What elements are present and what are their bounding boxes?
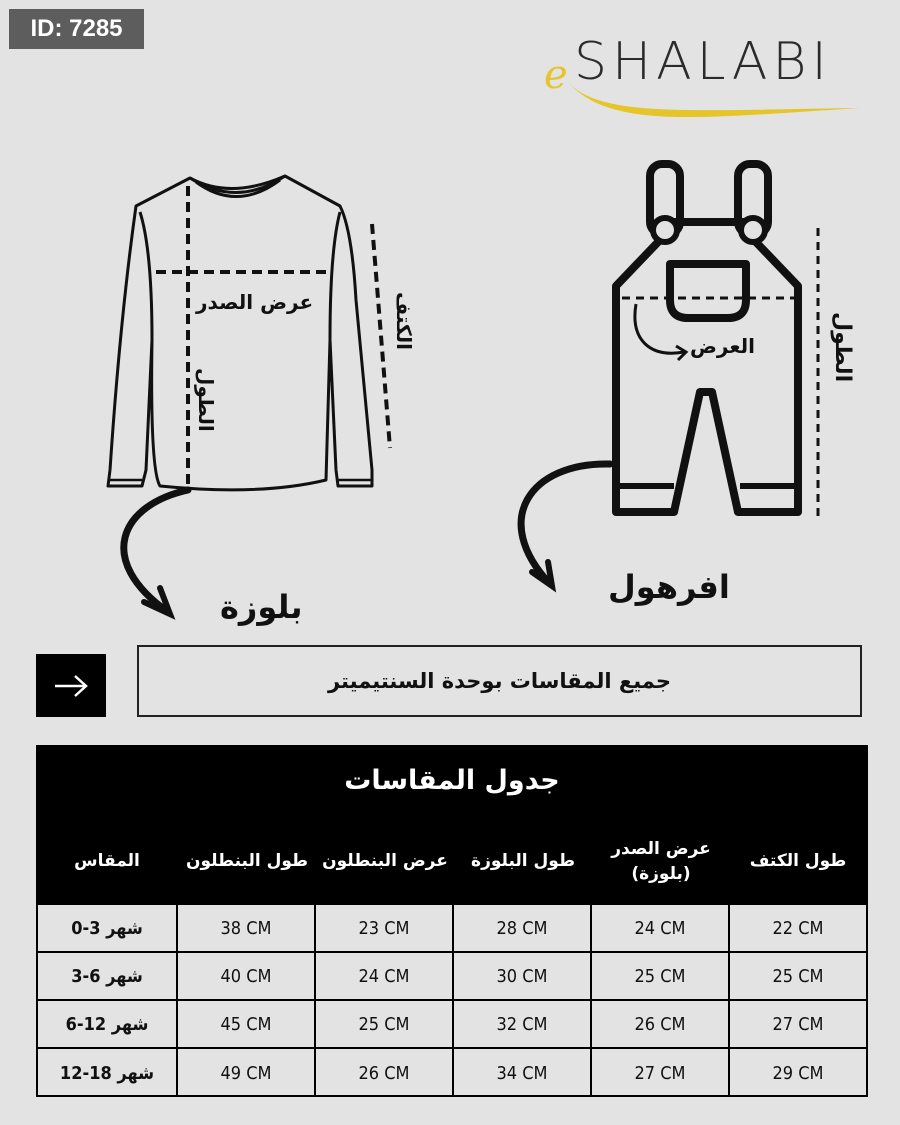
right-arrow-icon <box>51 671 91 701</box>
cell-shoulder-length: 22 CM <box>730 905 866 953</box>
cell-chest-width: 24 CM <box>592 905 730 953</box>
cell-pants-width: 25 CM <box>316 1001 454 1049</box>
cell-chest-width: 25 CM <box>592 953 730 1001</box>
col-header-chest-width: عرض الصدر (بلوزة) <box>611 838 711 884</box>
table-row <box>38 1001 866 1049</box>
cell-shoulder-length: 27 CM <box>730 1001 866 1049</box>
cell-pants-length: 49 CM <box>178 1049 316 1097</box>
size-table <box>36 745 868 1097</box>
units-note <box>137 645 862 717</box>
cell-pants-length: 38 CM <box>178 905 316 953</box>
cell-pants-length: 40 CM <box>178 953 316 1001</box>
cell-blouse-length: 28 CM <box>454 905 592 953</box>
units-note-text: جميع المقاسات بوحدة السنتيميتر <box>327 669 672 693</box>
cell-pants-width: 23 CM <box>316 905 454 953</box>
sweater-length-label: الطول <box>194 368 218 432</box>
table-title: جدول المقاسات <box>344 765 560 796</box>
sweater-name: بلوزة <box>220 588 303 626</box>
cell-pants-length: 45 CM <box>178 1001 316 1049</box>
table-row <box>38 953 866 1001</box>
cell-blouse-length: 32 CM <box>454 1001 592 1049</box>
col-header-blouse-length: طول البلوزة <box>471 851 575 872</box>
overalls-curved-arrow <box>521 464 610 586</box>
cell-size: شهر 3-0 <box>38 905 178 953</box>
sweater-icon <box>108 176 372 490</box>
cell-pants-width: 24 CM <box>316 953 454 1001</box>
table-row <box>38 905 866 953</box>
overalls-name: افرهول <box>608 568 730 606</box>
cell-chest-width: 27 CM <box>592 1049 730 1097</box>
col-header-pants-width: عرض البنطلون <box>322 851 448 872</box>
overalls-width-label: العرض <box>690 334 755 358</box>
cell-size: شهر 12-6 <box>38 1001 178 1049</box>
cell-blouse-length: 34 CM <box>454 1049 592 1097</box>
cell-size: شهر 6-3 <box>38 953 178 1001</box>
table-header <box>38 747 866 905</box>
sweater-shoulder-label: الكتف <box>392 292 416 350</box>
cell-chest-width: 26 CM <box>592 1001 730 1049</box>
cell-pants-width: 26 CM <box>316 1049 454 1097</box>
sweater-chest-label: عرض الصدر <box>196 290 314 314</box>
arrow-box <box>36 654 106 717</box>
col-header-shoulder-length: طول الكتف <box>749 851 847 872</box>
cell-shoulder-length: 25 CM <box>730 953 866 1001</box>
id-badge: ID: 7285 <box>9 9 144 49</box>
cell-shoulder-length: 29 CM <box>772 1062 824 1084</box>
cell-size: شهر 18-12 <box>38 1049 178 1097</box>
table-row <box>38 1049 866 1097</box>
logo-word: SHALABI <box>574 32 832 92</box>
col-header-pants-length: طول البنطلون <box>185 851 309 872</box>
sweater-curved-arrow <box>124 490 188 614</box>
col-header-size: المقاس <box>74 851 140 872</box>
logo-e: e <box>544 52 568 98</box>
cell-blouse-length: 30 CM <box>454 953 592 1001</box>
overalls-length-label: الطول <box>830 312 855 383</box>
